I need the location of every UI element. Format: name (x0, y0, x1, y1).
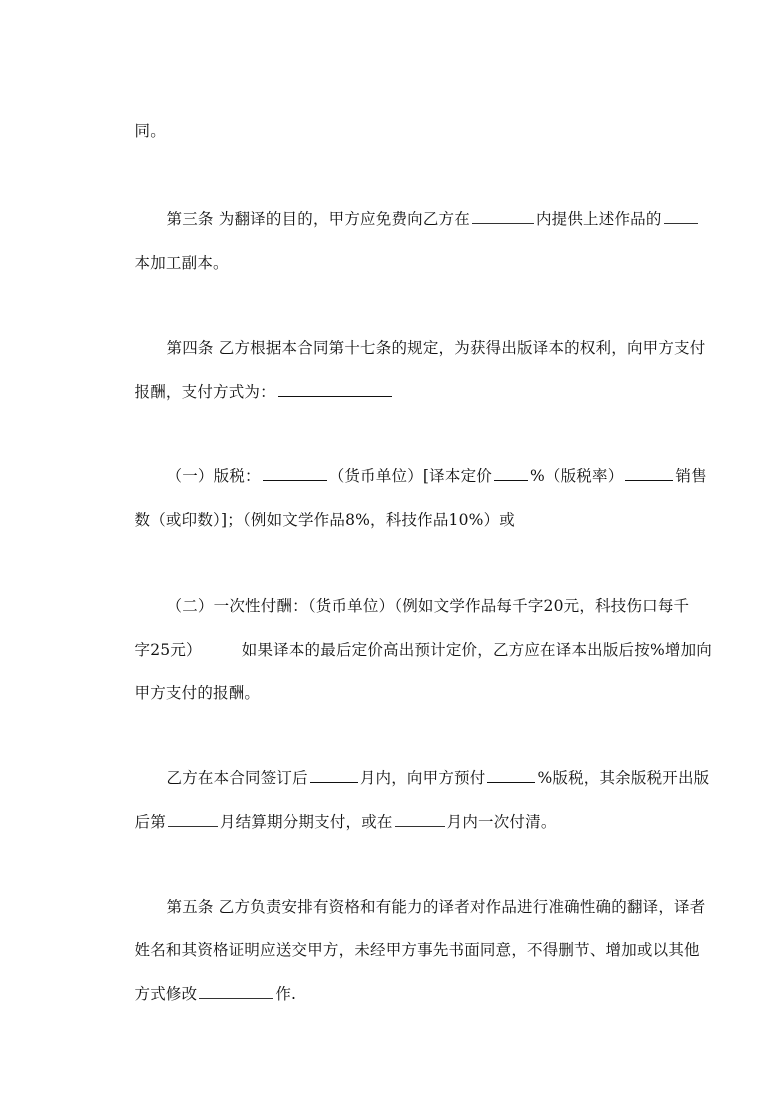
text: 销售 (675, 467, 707, 485)
text: 数（或印数）]；（例如文学作品8%，科技作品10%）或 (134, 511, 516, 529)
text: %版税，其余版税开出版 (537, 769, 710, 787)
text: 本加工副本。 (134, 254, 229, 272)
article-3-line-1 (146, 189, 700, 249)
text: 字25元） (134, 641, 202, 659)
text: （一）版税： (166, 467, 261, 485)
article-5-line-3 (114, 964, 296, 1024)
paragraph-line (114, 101, 166, 161)
fill-in-blank (199, 984, 273, 999)
fill-in-blank (263, 466, 327, 481)
text: 作. (275, 985, 297, 1003)
text: 第三条 为翻译的目的，甲方应免费向乙方在 (166, 210, 470, 228)
text: （货币单位）[译本定价 (328, 467, 492, 485)
fill-in-blank (487, 768, 535, 783)
fill-in-blank (310, 768, 358, 783)
text: 月结算期分期支付，或在 (219, 813, 393, 831)
fill-in-blank (472, 209, 534, 224)
text: 月内，向甲方预付 (359, 769, 486, 787)
text: 姓名和其资格证明应送交甲方，未经甲方事先书面同意，不得删节、增加或以其他 (134, 941, 700, 959)
advance-line-2 (114, 792, 557, 852)
royalty-line-2 (114, 490, 515, 550)
text: 报酬，支付方式为： (134, 383, 276, 401)
fill-in-blank (395, 812, 445, 827)
text: 第四条 乙方根据本合同第十七条的规定，为获得出版译本的权利，向甲方支付 (166, 339, 706, 357)
fill-in-blank (494, 466, 528, 481)
fill-in-blank (625, 466, 673, 481)
fill-in-blank (278, 382, 392, 397)
text: 后第 (134, 813, 166, 831)
fill-in-blank (664, 209, 698, 224)
article-4-line-2 (114, 362, 394, 422)
article-3-line-2 (114, 233, 229, 293)
text: 方式修改 (134, 985, 198, 1003)
text: 如果译本的最后定价高出预计定价，乙方应在译本出版后按%增加向 (241, 641, 712, 659)
text: （二）一次性付酬：（货币单位）（例如文学作品每千字20元，科技伤口每千 (166, 597, 690, 615)
fill-in-blank (168, 812, 218, 827)
text: %（版税率） (529, 467, 624, 485)
text: 乙方在本合同签订后 (166, 769, 308, 787)
text: 月内一次付清。 (446, 813, 557, 831)
lump-sum-line-3 (114, 663, 260, 723)
text: 甲方支付的报酬。 (134, 684, 261, 702)
text: 第五条 乙方负责安排有资格和有能力的译者对作品进行准确性确的翻译，译者 (166, 898, 706, 916)
text: 同。 (134, 122, 166, 140)
text: 内提供上述作品的 (535, 210, 662, 228)
